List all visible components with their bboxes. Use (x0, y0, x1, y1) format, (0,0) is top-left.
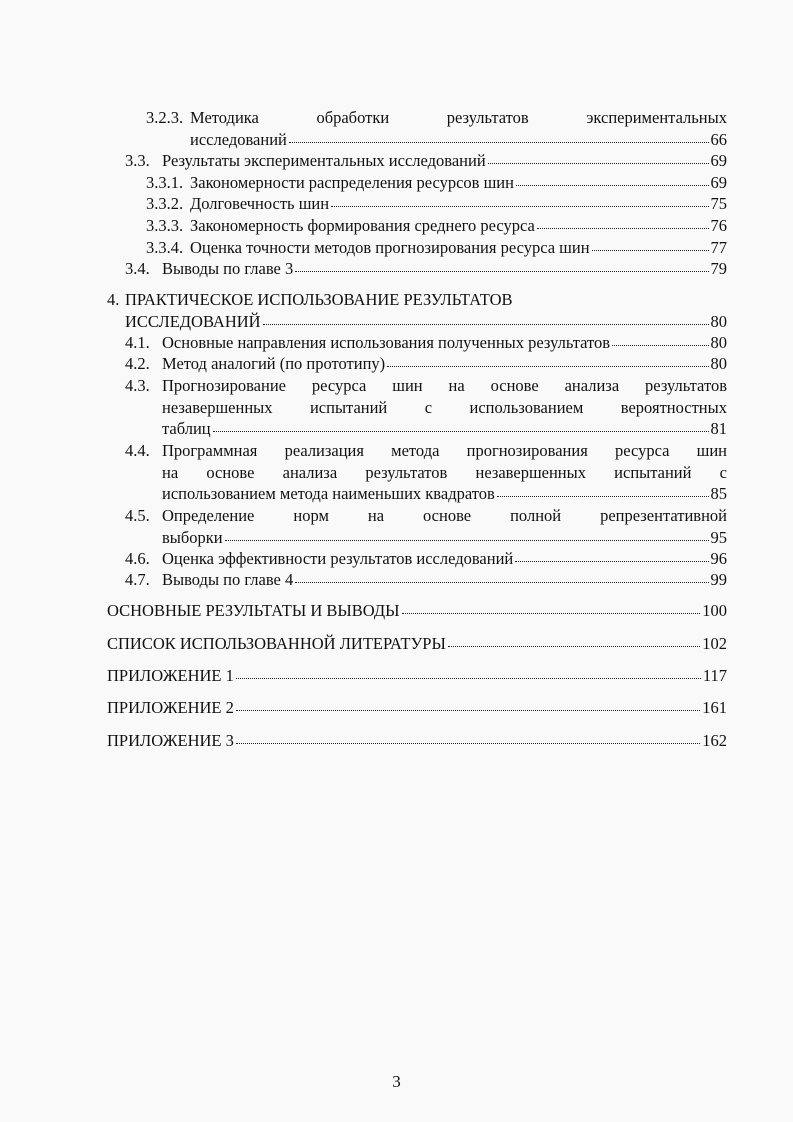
toc-entry-page: 80 (710, 354, 727, 373)
toc-entry-page: 96 (710, 549, 727, 568)
toc-entry-title: Основные направления использования полученных результатов (162, 333, 611, 352)
toc-entry-number: 4.1. (125, 333, 150, 352)
toc-entry[interactable] (146, 237, 727, 259)
toc-entry-text-line: Методика обработки результатов экспериментальных (190, 108, 727, 127)
toc-entry-page: 85 (710, 484, 727, 503)
toc-entry-page: 95 (710, 527, 727, 547)
toc-entry[interactable] (125, 505, 727, 548)
toc-entry-title: выборки (162, 527, 223, 547)
toc-entry-title: ПРИЛОЖЕНИЕ 1 (107, 666, 234, 685)
toc-entry-page: 161 (702, 698, 727, 717)
toc-entry-number: 3.3.3. (146, 216, 184, 235)
toc-entry[interactable] (125, 440, 727, 505)
toc-entry-title: Выводы по главе 4 (162, 570, 294, 589)
toc-entry-number: 3.2.3. (146, 108, 184, 127)
dot-leader (448, 646, 700, 647)
dot-leader (263, 324, 709, 325)
toc-entry-number: 3.3. (125, 151, 150, 170)
toc-entry-number: 4.3. (125, 376, 150, 395)
toc-entry-number: 4. (107, 290, 120, 309)
toc-entry-text-line: на основе анализа результатов незавершенных испытаний с (162, 462, 727, 482)
toc-entry-title: исследований (190, 129, 287, 149)
toc-entry[interactable] (107, 665, 727, 687)
toc-entry-number: 3.3.1. (146, 173, 184, 192)
dot-leader (236, 743, 700, 744)
toc-entry[interactable] (125, 258, 727, 280)
dot-leader (213, 431, 709, 432)
toc-entry[interactable] (107, 730, 727, 752)
dot-leader (295, 582, 708, 583)
toc-entry-page: 75 (710, 194, 727, 213)
toc-entry-number: 4.5. (125, 506, 150, 525)
toc-entry-title: ОСНОВНЫЕ РЕЗУЛЬТАТЫ И ВЫВОДЫ (107, 601, 400, 620)
dot-leader (488, 163, 709, 164)
toc-entry-page: 77 (710, 238, 727, 257)
toc-entry[interactable] (125, 150, 727, 172)
toc-entry-text-line: незавершенных испытаний с использованием вероятностных (162, 397, 727, 417)
dot-leader (515, 561, 708, 562)
toc-entry-page: 117 (702, 666, 727, 685)
dot-leader (402, 613, 701, 614)
dot-leader (225, 540, 709, 541)
toc-entry-title: ПРИЛОЖЕНИЕ 2 (107, 698, 234, 717)
toc-entry[interactable] (107, 600, 727, 622)
toc-entry-page: 81 (710, 419, 727, 438)
toc-entry[interactable] (107, 289, 727, 332)
toc-entry-number: 4.7. (125, 570, 150, 589)
toc-entry-page: 69 (710, 151, 727, 170)
toc-entry-number: 4.4. (125, 441, 150, 460)
dot-leader (236, 678, 701, 679)
toc-entry[interactable] (125, 353, 727, 375)
toc-entry[interactable] (125, 569, 727, 591)
toc-entry[interactable] (146, 193, 727, 215)
toc-entry-page: 102 (702, 634, 727, 653)
toc-entry[interactable] (107, 633, 727, 655)
toc-entry-page: 66 (710, 129, 727, 149)
toc-entry-title: Оценка точности методов прогнозирования ресурса шин (190, 238, 590, 257)
toc-entry-title: ПРИЛОЖЕНИЕ 3 (107, 731, 234, 750)
toc-entry-title: Долговечность шин (190, 194, 330, 213)
toc-entry-number: 4.2. (125, 354, 150, 373)
dot-leader (289, 142, 709, 143)
toc-entry-title: ИССЛЕДОВАНИЙ (125, 311, 261, 331)
toc-entry-title: Метод аналогий (по прототипу) (162, 354, 386, 373)
toc-entry-title: СПИСОК ИСПОЛЬЗОВАННОЙ ЛИТЕРАТУРЫ (107, 634, 446, 653)
toc-entry[interactable] (125, 375, 727, 440)
dot-leader (516, 185, 709, 186)
toc-entry-number: 3.4. (125, 259, 150, 278)
toc-entry-page: 162 (702, 731, 727, 750)
dot-leader (331, 206, 708, 207)
dot-leader (592, 250, 709, 251)
toc-entry-text-line: Определение норм на основе полной репрезентативной (162, 506, 727, 525)
toc-entry-page: 99 (710, 570, 727, 589)
toc-entry-number: 4.6. (125, 549, 150, 568)
toc-entry[interactable] (146, 172, 727, 194)
dot-leader (537, 228, 709, 229)
toc-entry-page: 100 (702, 601, 727, 620)
toc-entry-number: 3.3.2. (146, 194, 184, 213)
toc-entry[interactable] (146, 107, 727, 150)
dot-leader (497, 496, 709, 497)
toc-entry[interactable] (125, 332, 727, 354)
toc-entry-page: 80 (710, 333, 727, 352)
toc-entry-page: 69 (710, 173, 727, 192)
toc-entry-page: 80 (710, 311, 727, 331)
page-number: 3 (392, 1072, 401, 1091)
toc-entry[interactable] (125, 548, 727, 570)
dot-leader (612, 345, 708, 346)
toc-entry-number: 3.3.4. (146, 238, 184, 257)
toc-entry-text-line: Прогнозирование ресурса шин на основе анализа результатов (162, 376, 727, 395)
toc-entry-title: Оценка эффективности результатов исследований (162, 549, 514, 568)
dot-leader (295, 271, 708, 272)
toc-entry-title: Закономерности распределения ресурсов шин (190, 173, 514, 192)
toc-entry-text-line: Программная реализация метода прогнозирования ресурса шин (162, 441, 727, 460)
toc-entry-title: использованием метода наименьших квадратов (162, 484, 495, 503)
toc-entry[interactable] (107, 697, 727, 719)
toc-entry-title: Результаты экспериментальных исследований (162, 151, 486, 170)
toc-entry[interactable] (146, 215, 727, 237)
toc-entry-title: Выводы по главе 3 (162, 259, 294, 278)
toc-entry-page: 76 (710, 216, 727, 235)
toc-entry-page: 79 (710, 259, 727, 278)
toc-entry-title: таблиц (162, 419, 211, 438)
dot-leader (387, 366, 708, 367)
toc-entry-title: Закономерность формирования среднего ресурса (190, 216, 535, 235)
toc-entry-text-line: ПРАКТИЧЕСКОЕ ИСПОЛЬЗОВАНИЕ РЕЗУЛЬТАТОВ (125, 290, 513, 309)
dot-leader (236, 710, 700, 711)
